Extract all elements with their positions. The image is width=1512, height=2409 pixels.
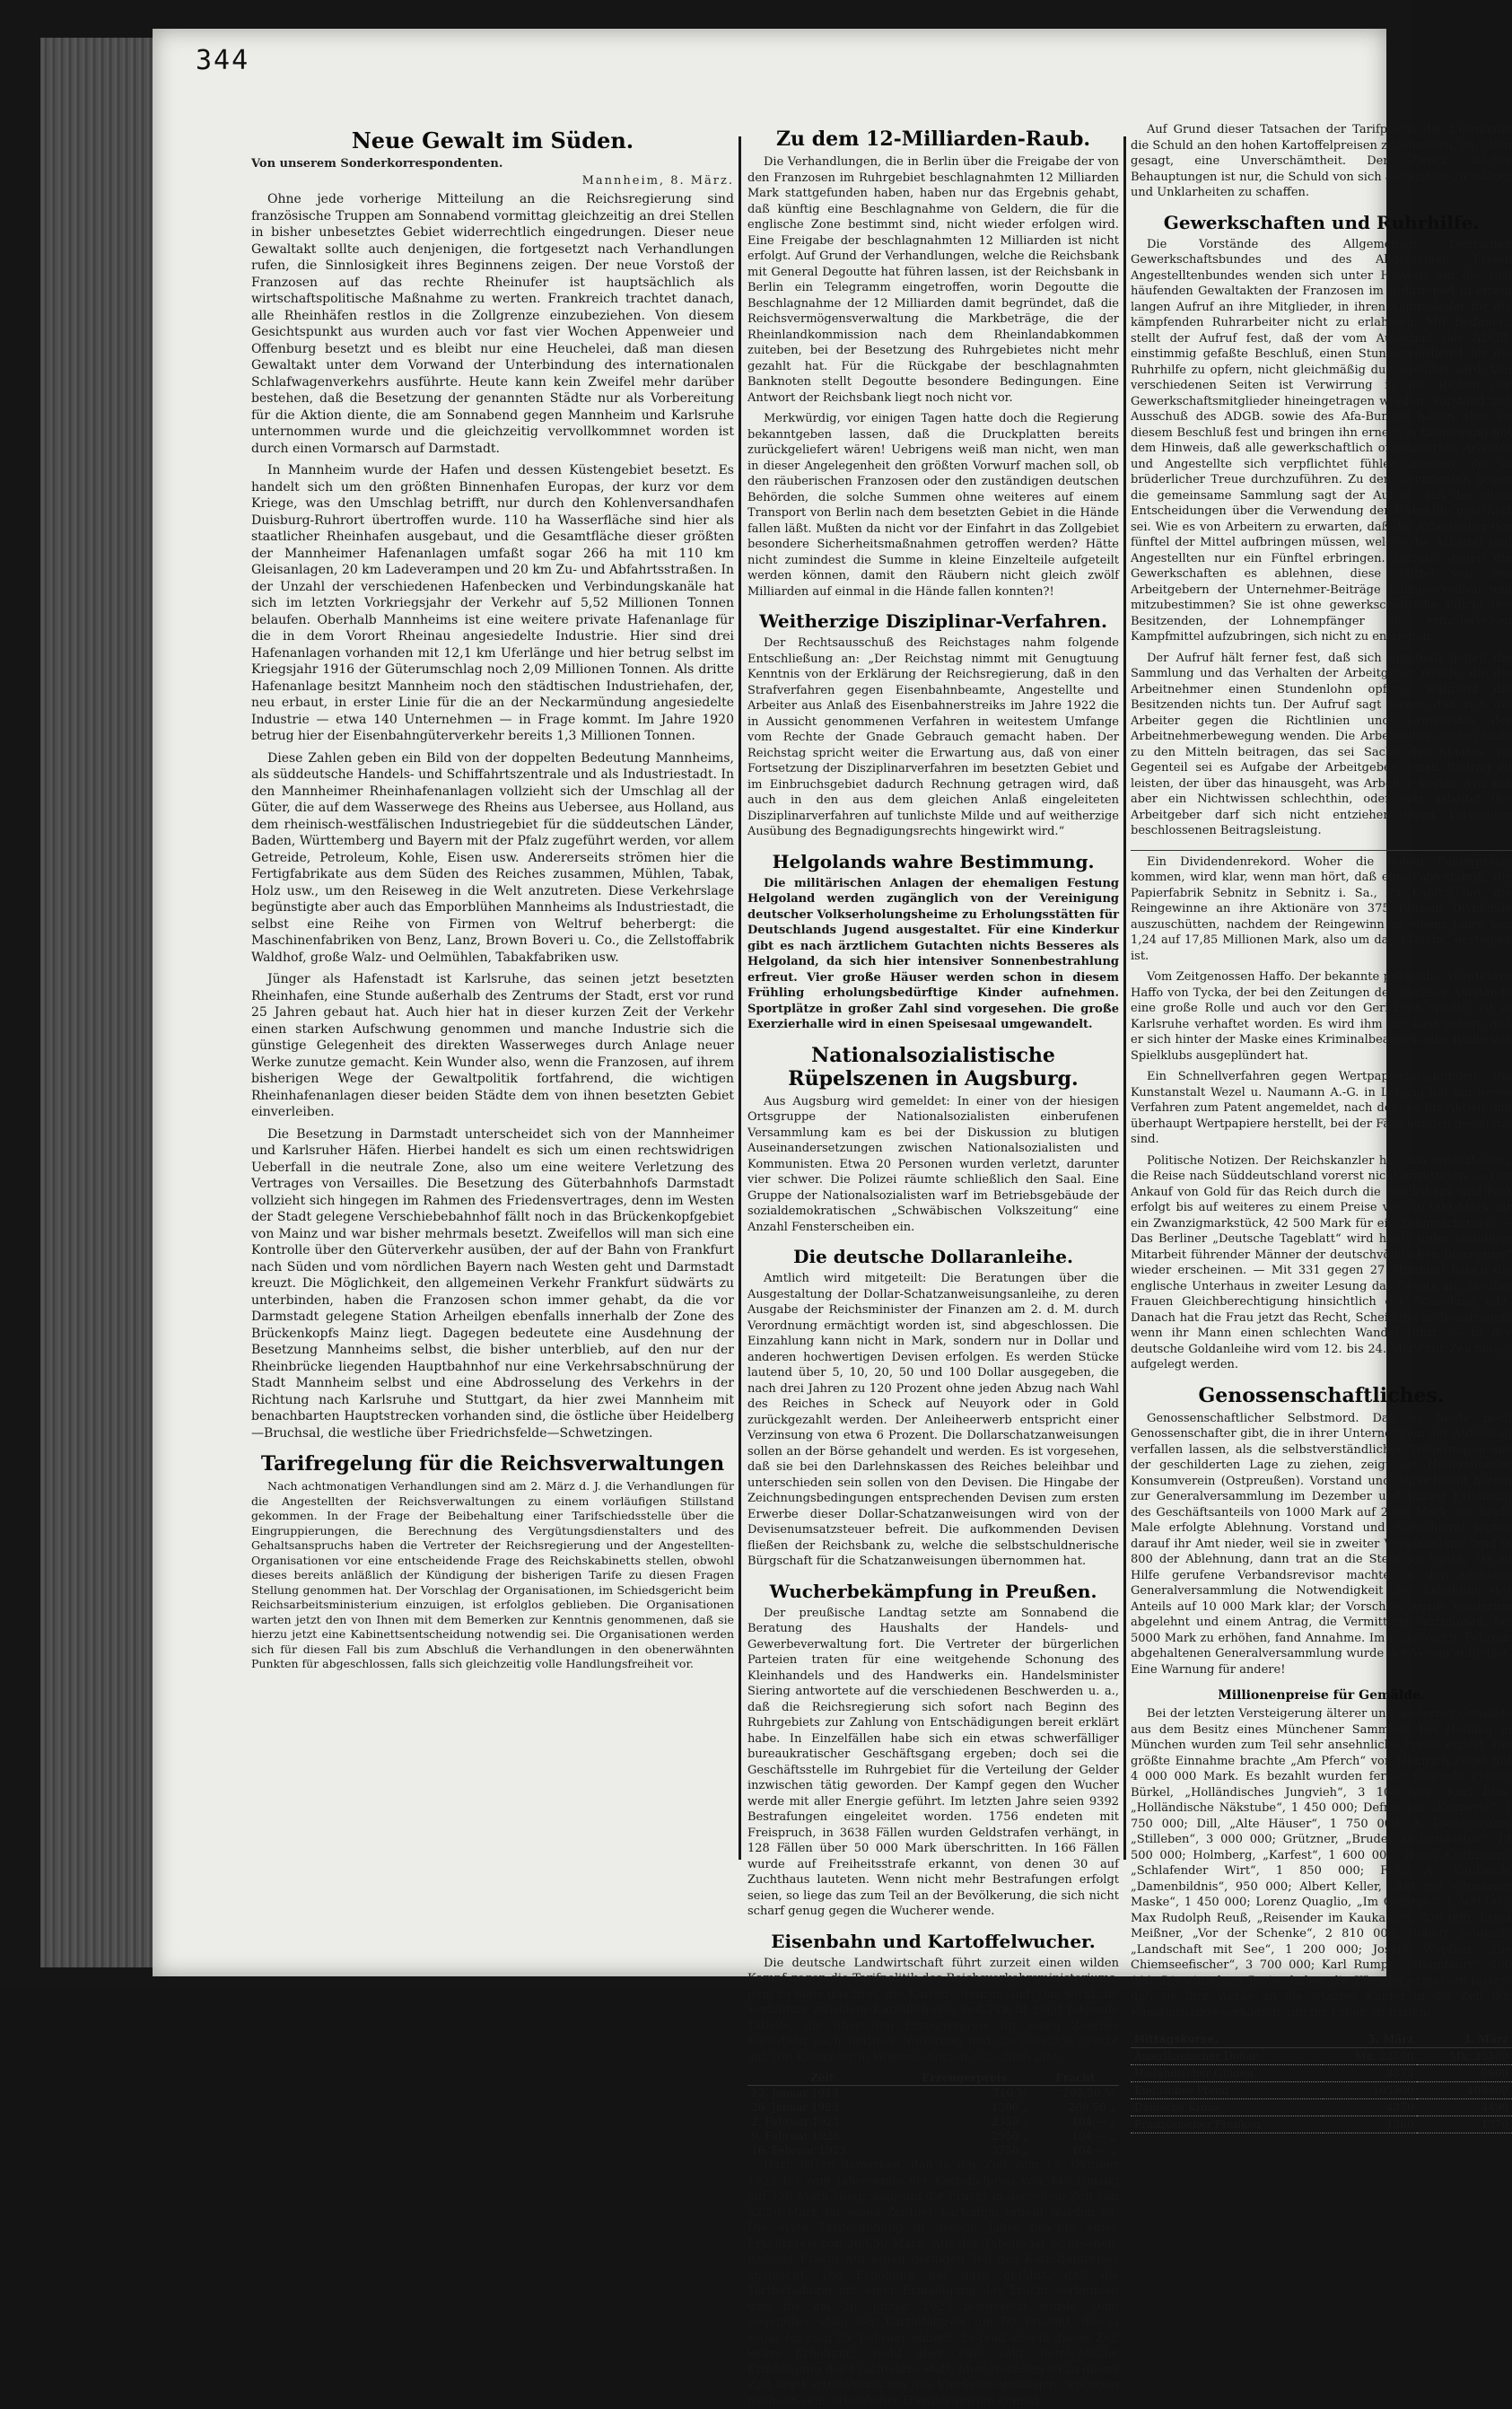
market-date-b: 3. März xyxy=(1417,2031,1512,2048)
byline: Von unserem Sonderkorrespondenten. xyxy=(251,157,734,171)
paragraph: Genossenschaftlicher Selbstmord. Daß es heute noch Genossenschafter gibt, die in ihrer Unternehmen der Auflösung verfallen lassen, als die selbstverständlichen Folgerungen aus der geschilderten Lage zu ziehen, zeigt der Heiligenbeiler Konsumverein (Ostpreußen). Vorstand und Aufsichtsrat hatten zur Generalversammlung im Dezember und Januar Erhöhung des Geschäftsanteils von 1000 Mark auf 2000 Mark; die beide Male erfolgte Ablehnung. Vorstand und Aufsichtsrat legten darauf ihr Amt nieder, weil sie in zweiter Versammlung fand in 800 der Ablehnung, dann trat an die Stelle zu treten. Da zu Hilfe gerufene Verbandsrevisor machte in der nächsten Generalversammlung die Notwendigkeit der Erhöhung des Anteils auf 10 000 Mark klar; der Vorschlag wurde wiederum abgelehnt und einem Antrag, die Vermittlung aufzulösen, bei 5000 Mark zu erhöhen, fand Annahme. Im einer von 9. Februar abgehaltenen Generalversammlung wurde der Verein aufgelöst. Eine Warnung für andere! xyxy=(1131,1411,1512,1678)
rate-a: 4370 xyxy=(1323,2099,1418,2116)
article-notizen xyxy=(1131,854,1512,1373)
page-number: 344 xyxy=(196,45,249,76)
headline: Millionenpreise für Gemälde. xyxy=(1131,1688,1512,1703)
market-rates xyxy=(1131,2031,1512,2133)
paragraph: Ein Dividendenrekord. Woher die hohen Papierpreise kommen, wird klar, wenn man hört, daß eine Papierfabrik, die Papierfabrik Sebnitz in Sebnitz i. Sa., ihr Kapital hat, die Reingewinne an ihre Aktionäre von 375 Prozent Dividende auszuschütten, nachdem der Reingewinn in einem Jahre von 1,24 auf 17,85 Millionen Mark, also um das 14fache, gestiegen ist. xyxy=(1131,854,1512,965)
paragraph: Bei der letzten Versteigerung älterer und moderner Gemälde aus dem Besitz eines Münchener Sammlers bei Helbing in München wurden zum Teil sehr ansehnliche Preise erzielt. Die größte Einnahme brachte „Am Pferch“ von Heinrich Zügel mit 4 000 000 Mark. Es bezahlt wurden ferner folgende Preise: Bürkel, „Holländisches Jungvieh“, 3 100 000; Karl Blos, „Holländische Näkstube“, 1 450 000; Defregger, „Kasperle“, 1 750 000; Dill, „Alte Häuser“, 1 750 000; A. Fleischmann, „Stilleben“, 3 000 000; Grützner, „Bruder Kellermeister“, 14 500 000; Holmberg, „Karfest“, 1 600 000; Hugo Kauffmann, „Schlafender Wirt“, 1 850 000; Fritz A. Kaulbach, „Damenbildnis“, 950 000; Albert Keller, „Akt mit schwarzer Maske“, 1 450 000; Lorenz Quaglio, „Im Gebirge“, 1 500 000; Max Rudolph Reuß, „Reisender im Kaukasus“, 800 000; Ernst Meißner, „Vor der Schenke“, 2 810 000; Robert Schleich, „Landschaft mit See“, 1 200 000; Joseph Wopfner, „Die Chiemseefischer“, 3 700 000; Karl Rumpp, „Heimfahrt“, 400 000. Die einzelnen Preise haben die Künstler ermessen lassen, daß sie ihre Werke an die jetzigen Käufer in der Zeit der Künstlerhände verkaufen, um ihr Leben zu fristen! xyxy=(1131,1706,1512,2020)
paragraph: Der preußische Landtag setzte am Sonnabend die Beratung des Haushalts der Handels- und Gewerbeverwaltung fort. Die Vertreter der bürgerlichen Parteien traten für eine weitgehende Schonung des Kleinhandels und des Handwerks ein. Handelsminister Siering antwortete auf die verschiedenen Beschwerden u. a., daß die Reichsregierung sich sofort nach Beginn des Ruhrgebiets zur Zahlung von Entschädigungen bereit erklärt habe. In Einzelfällen habe sich ein etwas schwerfälliger bureaukratischer Geschäftsgang ergeben; doch sei die Geschäftsstelle im Ruhrgebiet für die Verteilung der Gelder inzwischen tätig geworden. Der Kampf gegen den Wucher werde mit aller Energie geführt. Im letzten Jahre seien 9392 Bestrafungen eingeleitet worden. 1756 endeten mit Freispruch, in 3638 Fällen wurden Geldstrafen verhängt, in 128 Fällen über 50 000 Mark überschritten. In 166 Fällen wurde auf Freiheitsstrafe erkannt, von denen 30 auf Zuchthaus lauteten. Wenn nicht mehr Bestrafungen erfolgt seien, so liege das zum Teil an der Bevölkerung, die sich nicht scharf genug gegen die Wucherer wende. xyxy=(747,1606,1119,1920)
paragraph: Die Vorstände des Allgemeinen Deutschen Gewerkschaftsbundes und des Allgemeinen Freien Angestelltenbundes wenden sich unter Hinweis auf die sich häufenden Gewaltakten der Franzosen im Ruhrgebiet in einem langen Aufruf an ihre Mitglieder, in ihren Sammeleifer für die kämpfenden Ruhrarbeiter nicht zu erlahmen. Mit Bedauern stellt der Aufruf fest, daß der vom Ausschuß des ADGB. einstimmig gefaßte Beschluß, einen Stundenverdienst für die Ruhrhilfe zu opfern, nicht gleichmäßig durchgeführt wird. Von verschiedenen Seiten ist Verwirrung in die Reihen der Gewerkschaftsmitglieder hineingetragen worden. Vorstand und Ausschuß des ADGB. sowie des Afa-Bundes halten aber an diesem Beschluß fest und bringen ihn erneut in Erinnerung mit dem Hinweis, daß alle gewerkschaftlich organisierten Arbeiter und Angestellte sich verpflichtet fühlen müssen, ihn in brüderlicher Treue durchzuführen. Zu den Argumenten gegen die gemeinsame Sammlung sagt der Aufruf, daß die allein Entscheidungen über die Verwendung der Ruhrhilfe gesichert sei. Wie es von Arbeitern zu erwarten, daß die Arbeitgeber der fünftel der Mittel aufbringen müssen, welche die Arbeiter und Angestellten nur ein Fünftel erbringen. Warum sollten die Gewerkschaften es ablehnen, diese Mittel von den Arbeitgebern der Unternehmer-Beiträge mitzuverwalten und mitzubestimmen? Sie ist ohne gewerkschaftliche Pflicht der Besitzenden, der Lohnempfänger die erforderlichen Kampfmittel aufzubringen, sich nicht zu entziehen. xyxy=(1131,237,1512,645)
market-table xyxy=(1131,2031,1512,2133)
table-row xyxy=(747,2086,1119,2101)
headline: Helgolands wahre Bestimmung. xyxy=(747,851,1119,872)
book-binding xyxy=(40,38,155,1967)
paragraph: Amtlich wird mitgeteilt: Die Beratungen über die Ausgestaltung der Dollar-Schatzanweisungsanleihe, zu deren Ausgabe der Reichsminister der Finanzen am 2. d. M. durch Verordnung ermächtigt worden ist, sind abgeschlossen. Die Einzahlung kann nicht in Mark, sondern nur in Dollar und anderen hochwertigen Devisen erfolgen. Es werden Stücke lautend über 5, 10, 20, 50 und 100 Dollar ausgegeben, die nach drei Jahren zu 120 Prozent ohne jeden Abzug nach Wahl des Reiches in Scheck auf Neuyork oder in Gold zurückgezahlt werden. Der Anleiheerwerb entspricht einer Verzinsung von etwa 6 Prozent. Die Dollarschatzanweisungen sollen an der Börse gehandelt und werden. Es ist vorgesehen, daß sie bei den Darlehnskassen des Reiches beleihbar und unterschieden sein sollen von den Devisen. Die Hingabe der Zeichnungsbedingungen entsprechenden Devisen zum ersten Erwerbe dieser Dollar-Schatzanweisungen wird von der Devisenumsatzsteuer befreit. Die aufkommenden Devisen fließen der Reichsbank zu, welche die selbstschuldnerische Bürgschaft für die Schatzanweisungen übernommen hat. xyxy=(747,1271,1119,1570)
table-cell: 208,50 „ xyxy=(1032,2100,1119,2115)
table-row xyxy=(1131,2116,1512,2133)
paragraph: Der Aufruf hält ferner fest, daß sich ernsthaft gegen die Sammlung und das Verhalten der Arbeitgeber wende, die die Arbeitnehmer einen Stundenlohn opfern, während die Besitzenden nichts tun. Der Aufruf sagt ferner, daß sich die Arbeiter gegen die Richtlinien und Grundsätze der Arbeitnehmerbewegung wenden. Die Arbeitgeber dürfen nicht zu den Mitteln beitragen, das sei Sache des Staates. Im Gegenteil sei es Aufgabe der Arbeitgeber, einen Beitrag zu leisten, der über das hinausgeht, was Arbeiter leisten. Wir tun aber ein Nichtwissen schlechthin, oder wer arbeitet der Arbeitgeber darf sich nicht entziehen ihren Verbänden beschlossenen Beitragsleistung. xyxy=(1131,651,1512,839)
paragraph: Diese Zahlen geben ein Bild von der doppelten Bedeutung Mannheims, als süddeutsche Handels- und Schiffahrtszentrale und als Industriestadt. In den Mannheimer Rheinhafenanlagen vollzieht sich der Umschlag all der Güter, die auf dem Wasserwege des Rheins aus Uebersee, aus Holland, aus dem rheinisch-westfälischen Industriegebiet für die süddeutschen Länder, Baden, Württemberg und Bayern mit der Pfalz zugeführt werden, vor allem Getreide, Petroleum, Kohle, Eisen usw. Andererseits strömen hier die Fertigfabrikate aus dem Süden des Reiches zusammen, Mühlen, Tabak, Holz usw., um den Reiseweg in die Welt anzutreten. Diese Verkehrslage begünstigte aber auch das Emporblühen Mannheims als Industriestadt, die selbst eine Reihe von Firmen von Weltruf beherbergt: die Maschinenfabriken von Benz, Lanz, Brown Boveri u. Co., die Zellstoffabrik Waldhof, große Walz- und Oelmühlen, Tabakfabriken usw. xyxy=(251,750,734,967)
currency-name: Holländischer Gulden xyxy=(1131,2065,1323,2082)
table-row xyxy=(747,2100,1119,2115)
paragraph: Ohne jede vorherige Mitteilung an die Reichsregierung sind französische Truppen am Sonnabend vormittag gleichzeitig an drei Stellen in bisher unbesetztes Gebiet widerrechtlich eingedrungen. Dieser neue Gewaltakt sollte auch denjenigen, die fortgesetzt nach Verhandlungen rufen, die Sinnlosigkeit ihres Beginnens zeigen. Der neue Vorstoß der Franzosen auf das rechte Rheinufer ist hauptsächlich als wirtschaftspolitische Maßnahme zu werten. Frankreich trachtet danach, alle Rheinhäfen restlos in die Zollgrenze einzubeziehen. Von diesem Gesichtspunkt aus wurden auch vor fast vier Wochen Appenweier und Offenburg besetzt und es bleibt nur eine Heuchelei, daß man diesen Gewaltakt unter dem Vorwand der Unterbindung des internationalen Schlafwagenverkehrs ausführte. Heute kann kein Zweifel mehr darüber bestehen, daß die Besetzung der genannten Städte nur als Vorbereitung für die Aktion diente, die am Sonnabend gegen Mannheim und Karlsruhe unternommen wurde und die gleichzeitig vervollkommnet worden ist durch einen Vormarsch auf Darmstadt. xyxy=(251,191,734,457)
article-milliarden-raub xyxy=(747,127,1119,600)
table-row xyxy=(747,2115,1119,2129)
table-row xyxy=(1131,2048,1512,2065)
dateline: Mannheim, 8. März. xyxy=(251,174,734,188)
paragraph: Der Rechtsausschuß des Reichstages nahm folgende Entschließung an: „Der Reichstag nimmt mit Genugtuung Kenntnis von der Erklärung der Reichsregierung, daß in den Strafverfahren gegen Eisenbahnbeamte, Angestellte und Arbeiter aus Anlaß des Eisenbahnerstreiks im Jahre 1922 die in Aussicht genommenen Verfahren in weitestem Umfange vom Rechte der Gnade Gebrauch gemacht haben. Der Reichstag spricht weiter die Erwartung aus, daß von einer Fortsetzung der Disziplinarverfahren im besetzten Gebiet und im Einbruchsgebiet dadurch Rechnung getragen wird, daß auch in den aus dem gleichen Anlaß eingeleiteten Disziplinarverfahren auf tunlichste Milde und auf weitherzige Ausübung des Begnadigungsrechts hingewirkt wird.“ xyxy=(747,635,1119,840)
table-cell: 12. Januar 1923 xyxy=(747,2086,897,2101)
article-genossenschaftliches xyxy=(1131,1384,1512,1678)
article-wucher xyxy=(747,1581,1119,1920)
headline: Neue Gewalt im Süden. xyxy=(251,127,734,153)
headline: Genossenschaftliches. xyxy=(1131,1384,1512,1407)
table-cell: 208,50 ℳ xyxy=(1032,2086,1119,2101)
table-cell: 2950 „ xyxy=(897,2129,1032,2143)
currency-name: Englisches Pfund xyxy=(1131,2082,1323,2099)
table-cell: 9. Februar 1923 xyxy=(747,2129,897,2143)
column-3 xyxy=(1131,122,1512,1881)
rate-b: 108800 xyxy=(1417,2082,1512,2099)
rate-a: Mk. 22500 xyxy=(1323,2048,1418,2065)
headline: Eisenbahn und Kartoffelwucher. xyxy=(747,1931,1119,1952)
rate-b: 8900 xyxy=(1417,2065,1512,2082)
table-cell: 16. Februar 1923 xyxy=(747,2143,897,2158)
paragraph: Vom Zeitgenossen Haffo. Der bekannte politische Abenteurer Haffo von Tycka, der bei den Zeitungen des Berliner Aufstände eine große Rolle und auch vor den Gerichten spielte, ist in Karlsruhe verhaftet worden. Es wird ihm zur Last gelegt, daß er sich hinter der Maske eines Kriminalbeamten eine Reihe von Spielklubs ausgeplündert hat. xyxy=(1131,969,1512,1064)
rate-b: 1370 xyxy=(1417,2116,1512,2133)
newspaper-page xyxy=(153,29,1386,1976)
currency-name: Dänische Krone xyxy=(1131,2099,1323,2116)
column-2 xyxy=(747,122,1119,1881)
price-table xyxy=(747,2071,1119,2158)
headline: Gewerkschaften und Ruhrhilfe. xyxy=(1131,212,1512,233)
headline: Zu dem 12-Milliarden-Raub. xyxy=(747,127,1119,151)
table-header: Zeit xyxy=(747,2071,897,2086)
table-row xyxy=(747,2129,1119,2143)
headline: Wucherbekämpfung in Preußen. xyxy=(747,1581,1119,1602)
headline: Weitherzige Disziplinar-Verfahren. xyxy=(747,610,1119,632)
table-cell: 104,— „ xyxy=(1032,2143,1119,2158)
rate-b: 4490 xyxy=(1417,2099,1512,2116)
paragraph: In Mannheim wurde der Hafen und dessen Küstengebiet besetzt. Es handelt sich um den größten Binnenhafen Europas, der kurz vor dem Kriege, was den Umschlag betrifft, nur durch den Kohlenversandhafen Duisburg-Ruhrort übertroffen wurde. 110 ha Wasserfläche sind hier als staatlicher Rheinhafen ausgebaut, und die Gesamtfläche dieser größten der Mannheimer Hafenanlagen umfaßt sogar 266 ha mit 110 km Gleisanlagen, 20 km Ladeverampen und 20 km Zu- und Abfahrtsstraßen. In der Unzahl der verschiedenen Hafenbecken und Verbindungskanäle hat sich im letzten Vorkriegsjahr der Verkehr auf 5,52 Millionen Tonnen belaufen. Oberhalb Mannheims ist eine weitere private Hafenanlage für die in dem Vorort Rheinau angesiedelte Industrie. Hier sind drei Hafenanlagen vorhanden mit 12,1 km Uferlänge und hier betrug selbst im Kriegsjahr 1916 der Güterumschlag noch 2,09 Millionen Tonnen. Als dritte Hafenanlage besitzt Mannheim noch den städtischen Industriehafen, der, neu erbaut, in erster Linie für die an der Neckarmündung angesiedelte Industrie — etwa 140 Unternehmen — in Frage kommt. Im Jahre 1920 betrug hier der Eisenbahngüterverkehr bereits 1,3 Millionen Tonnen. xyxy=(251,462,734,745)
paragraph: Merkwürdig, vor einigen Tagen hatte doch die Regierung bekanntgeben lassen, daß die Druckplatten bereits zurückgeliefert wären! Uebrigens weiß man nicht, wen man in dieser Angelegenheit den größten Vorwurf machen soll, ob den räuberischen Franzosen oder den zuständigen deutschen Behörden, die solche Summen ohne weiteres auf einem Transport von Berlin nach dem besetzten Gebiet in die Hände fallen läßt. Mußten da nicht vor der Einfahrt in das Zollgebiet besondere Sicherheitsmaßnahmen getroffen werden? Hätte nicht zumindest die Summe in kleine Einzelteile aufgeteilt werden können, damit den Räubern nicht gleich zwölf Milliarden auf einmal in die Hände fallen konnten?! xyxy=(747,411,1119,600)
paragraph: Ein Schnellverfahren gegen Wertpapierfälschungen. Die Kunstanstalt Wezel u. Naumann A.-G. in Leipzig hat ein neues Verfahren zum Patent angemeldet, nach dem es für Aktien und überhaupt Wertpapiere herstellt, bei der Fälschungen geschützt sind. xyxy=(1131,1069,1512,1148)
table-row xyxy=(1131,2099,1512,2116)
paragraph: Die Besetzung in Darmstadt unterscheidet sich von der Mannheimer und Karlsruher Häfen. Hierbei handelt es sich um einen rechtswidrigen Ueberfall in die neutrale Zone, also um eine weitere Verletzung des Vertrages von Versailles. Die Besetzung des Güterbahnhofs Darmstadt vollzieht sich hingegen im Rahmen des Friedensvertrages, denn im Westen der Stadt gelegene Verschiebebahnhof fällt noch in das Brückenkopfgebiet von Mainz und war bisher mehrmals besetzt. Zweifellos will man sich eine Kontrolle über den Güterverkehr ausüben, der auf der Bahn von Frankfurt nach Süden und vom nördlichen Bayern nach Westen geht und Darmstadt kreuzt. Die Möglichkeit, den allgemeinen Verkehr Frankfurt südwärts zu unterbinden, haben die Franzosen schon immer gehabt, da die vor Darmstadt gelegene Station Arheilgen ebenfalls innerhalb der Zone des Brückenkopfs Mainz liegt. Dagegen bedeutete eine Ausdehnung der Besetzung Mannheims selbst, die bisher unterblieb, auf den nur der Rheinbrücke liegenden Hauptbahnhof nur eine Verkehrsabschnürung der Stadt Mannheim selbst und eine Abdrosselung des Verkehrs in der Richtung nach Karlsruhe und Stuttgart, da hier zwei Mannheim mit benachbarten Hauptstrecken vorhanden sind, die östliche über Heidelberg—Bruchsal, die westliche über Friedrichsfelde—Schwetzingen. xyxy=(251,1126,734,1442)
table-row xyxy=(747,2143,1119,2158)
paragraph: Die Verhandlungen, die in Berlin über die Freigabe der von den Franzosen im Ruhrgebiet beschlagnahmten 12 Milliarden Mark stattgefunden haben, haben nur das Ergebnis gehabt, daß künftig eine Beschlagnahme von Geldern, die für die englische Zone bestimmt sind, nicht wieder erfolgen wird. Eine Freigabe der beschlagnahmten 12 Milliarden ist nicht erfolgt. Auf Grund der Verhandlungen, welche die Reichsbank mit General Degoutte hat führen lassen, ist der Reichsbank in Berlin ein Telegramm eingetroffen, worin Degoutte die Beschlagnahme der 12 Milliarden damit begründet, daß die Reichsvermögensverwaltung die Markbeträge, die der Rheinlandkommission nach dem Rheinlandabkommen zuiteben, bei der Besetzung des Ruhrgebietes nicht mehr gezahlt hat. Für die Rückgabe der beschlagnahmten Banknoten stellt Degoutte besondere Bedingungen. Eine Antwort der Reichsbank liegt noch nicht vor. xyxy=(747,154,1119,406)
currency-name: Amerikanischer Dollar xyxy=(1131,2048,1323,2065)
paragraph: Auf Grund dieser Tatsachen der Tarifpolitik der Eisenbahn die Schuld an den hohen Kartoffelpreisen zuzumessen, ist, offen gesagt, eine Unverschämtheit. Der Zweck solcher Behauptungen ist nur, die Schuld von sich auf andere zu wälzen und Unklarheiten zu schaffen. xyxy=(1131,122,1512,201)
paragraph: Jünger als Hafenstadt ist Karlsruhe, das seinen jetzt besetzten Rheinhafen, eine Stunde außerhalb des Zentrums der Stadt, erst vor rund 25 Jahren gebaut hat. Auch hier hat in dieser kurzen Zeit der Verkehr einen starken Aufschwung genommen und manche Industrie sich die günstige Gelegenheit des direkten Wasserweges durch Anlage neuer Werke zunutze gemacht. Kein Wunder also, wenn die Franzosen, auf ihrem bisherigen Wege der Gewaltpolitik fortfahrend, die wichtigen Rheinhafenanlagen dieser beiden Städte dem von ihnen besetzten Gebiet einverleiben. xyxy=(251,971,734,1121)
article-neue-gewalt xyxy=(251,127,734,1441)
divider xyxy=(1131,850,1512,851)
table-cell: 710 ℳ xyxy=(897,2086,1032,2101)
article-gewerkschaften xyxy=(1131,212,1512,839)
market-date-a: 5. März xyxy=(1323,2031,1418,2048)
table-cell: 3750 „ xyxy=(897,2143,1032,2158)
table-cell: 1300 „ xyxy=(897,2100,1032,2115)
table-cell: 2. Februar 1923 xyxy=(747,2115,897,2129)
rate-a: 105800 xyxy=(1323,2082,1418,2099)
paragraph: Politische Notizen. Der Reichskanzler hat sich entschlossen, die Reise nach Süddeutschland vorerst nicht anzutreten. — Der Ankauf von Gold für das Reich durch die Reichsbank und Post erfolgt bis auf weiteres zu einem Preise von 86 000 Mark für ein Zwanzigmarkstück, 42 500 Mark für ein Zehnmarkstück. — Das Berliner „Deutsche Tageblatt“ wird heute unter ständiger Mitarbeit führender Männer der deutschvölkischen Bewegung“ wieder erscheinen. — Mit 331 gegen 27 Stimmen haben die englische Unterhaus in zweiter Lesung das Gesetz an, das den Frauen Gleichberechtigung hinsichtlich der Scheidung gibt. Danach hat die Frau jetzt das Recht, Scheidung zu beantragen, wenn ihr Mann einen schlechten Wandel führt. — In der deutsche Goldanleihe wird vom 12. bis 24. März zur Zeichnung aufgelegt werden. xyxy=(1131,1153,1512,1373)
market-title: Mittagskurse. xyxy=(1131,2031,1323,2048)
article-augsburg xyxy=(747,1044,1119,1236)
rate-b: Mk. 23500 xyxy=(1417,2048,1512,2065)
paragraph: Nach achtmonatigen Verhandlungen sind am 2. März d. J. die Verhandlungen für die Angestellten der Reichsverwaltungen zu einem vorläufigen Stillstand gekommen. In der Frage der Beibehaltung einer Tarifschiedsstelle über die Eingruppierungen, die Berechnung des Vergütungsdienstalters und des Gehaltsanspruchs haben die Vertreter der Reichsregierung und der Angestellten-Organisationen vor eine entscheidende Frage des Reichskabinetts stellen, obwohl dieses bereits anläßlich der Kündigung der bisherigen Tarife zu diesen Fragen Stellung genommen hat. Der Vorschlag der Organisationen, im Schiedsgericht beim Reichsarbeitsministerium einzuigen, ist erfolglos geblieben. Die Organisationen warten jetzt den von Ihnen mit dem Bemerken zur Kenntnis genommenen, daß sie hierzu jetzt eine Kabinettsentscheidung notwendig sei. Die Organisationen werden sich für diesen Fall bis zum Abschluß die Verhandlungen in den obenerwähnten Punkten für abgeschlossen, falls sich gleichzeitig volle Handlungsfreiheit vor. xyxy=(251,1479,734,1672)
headline: Die deutsche Dollaranleihe. xyxy=(747,1246,1119,1267)
paragraph: Die militärischen Anlagen der ehemaligen Festung Helgoland werden zugänglich von der Vereinigung deutscher Volkserholungsheime zu Erholungsstätten für Deutschlands Jugend ausgestaltet. Für eine Kinderkur gibt es nach ärztlichem Gutachten nichts Besseres als Helgoland, da sich hier intensiver Sonnenbestrahlung erfreut. Vier große Häuser werden schon in diesem Frühling erholungsbedürftige Kinder aufnehmen. Sportplätze in großer Zahl sind vorgesehen. Die große Exerzierhalle wird in einen Speisesaal umgewandelt. xyxy=(747,876,1119,1033)
table-row xyxy=(1131,2082,1512,2099)
rate-a: 1380 xyxy=(1323,2116,1418,2133)
column-1 xyxy=(251,122,734,1881)
paragraph: Aus Augsburg wird gemeldet: In einer von der hiesigen Ortsgruppe der Nationalsozialisten einberufenen Versammlung kam es bei der Diskussion zu blutigen Auseinandersetzungen zwischen Nationalsozialisten und Kommunisten. Etwa 20 Personen wurden verletzt, darunter vier schwer. Die Polizei räumte schließlich den Saal. Eine Gruppe der Nationalsozialisten warf im Betriebsgebäude der sozialdemokratischen „Schwäbischen Volkszeitung“ eine Anzahl Fensterscheiben ein. xyxy=(747,1094,1119,1236)
table-cell: 2350 „ xyxy=(897,2115,1032,2129)
table-cell: 26. Januar 1923 xyxy=(747,2100,897,2115)
rate-a: 8875 xyxy=(1323,2065,1418,2082)
paragraph: Dazu ist zu bemerken, daß in der Zeit vom 17. Oktober 1922 bis zum Jahresende der Kartoffelpreis von 445 Umzug auf 350 Mark stieg, während die Fracht in derselben Zeit von 32,50 Mark für einen Zentner Kartoffeln erhöht worden ist. Die erste Tariferhöhung in diesem Jahre brachte einen Frachtpreis von 208,50 Mark. Aus der Tabelle ist zu ersehen, daß die Fracht nur einen geringen Teil des Kartoffelpreises ausmacht. Die Erhöhung hat dazu geführt, daß die Tariferhöhung mit einer Ermäßigung der Fracht verbunden war, die am 26. Januar 1923 festgesetzt wurde. Dem gegenüber stieg der Kartoffelpreis um 50 Prozent, die ja sogar bis zum 15. Februar anhielt. Es fand also in dieser Zeit keine Erhöhung, wohl aber eine sehr beträchtliche Ermäßigung der Frachtsätze statt; aber trotzdem ist in dieser Zeit der Kartoffelpreis um das Vierfache gestiegen, wogegen nach ein sehr erheblicher Händlergewinn kommt. xyxy=(747,2158,1119,2409)
column-rule-left xyxy=(739,136,741,1860)
article-tarifregelung xyxy=(251,1452,734,1672)
article-disziplinar xyxy=(747,610,1119,840)
article-helgoland xyxy=(747,851,1119,1033)
currency-name: Französischer Franken xyxy=(1131,2116,1323,2133)
headline: Tarifregelung für die Reichsverwaltungen xyxy=(251,1452,734,1476)
article-continuation xyxy=(1131,122,1512,201)
column-rule-right xyxy=(1123,136,1126,1860)
table-row xyxy=(1131,2065,1512,2082)
headline: Nationalsozialistische Rüpelszenen in Augsburg. xyxy=(747,1044,1119,1091)
article-millionenpreise xyxy=(1131,1688,1512,2020)
paragraph: Die deutsche Landwirtschaft führt zurzeit einen wilden Kampf gegen die Tarifpolitik des Reichsverkehrsministeriums, dem zu liebe das Brot, die Kartoffel teurer sind. Das wirkliche Verhältnis zwischen Kartoffelpreis und Fracht zeigt folgende Tabelle, die über den Erzeugerpreis für einen Zentner Kartoffeln nach Berliner Notierung und die jeweilige Fracht auf 300 Kilometer in Wagenladungen Aufschluß gibt: xyxy=(747,1956,1119,2066)
table-cell: 104,— „ xyxy=(1032,2129,1119,2143)
table-cell: 104,— „ xyxy=(1032,2115,1119,2129)
article-dollaranleihe xyxy=(747,1246,1119,1570)
article-kartoffelwucher xyxy=(747,1931,1119,2409)
table-header: Erzeugerpreis xyxy=(897,2071,1032,2086)
table-header: Fracht xyxy=(1032,2071,1119,2086)
